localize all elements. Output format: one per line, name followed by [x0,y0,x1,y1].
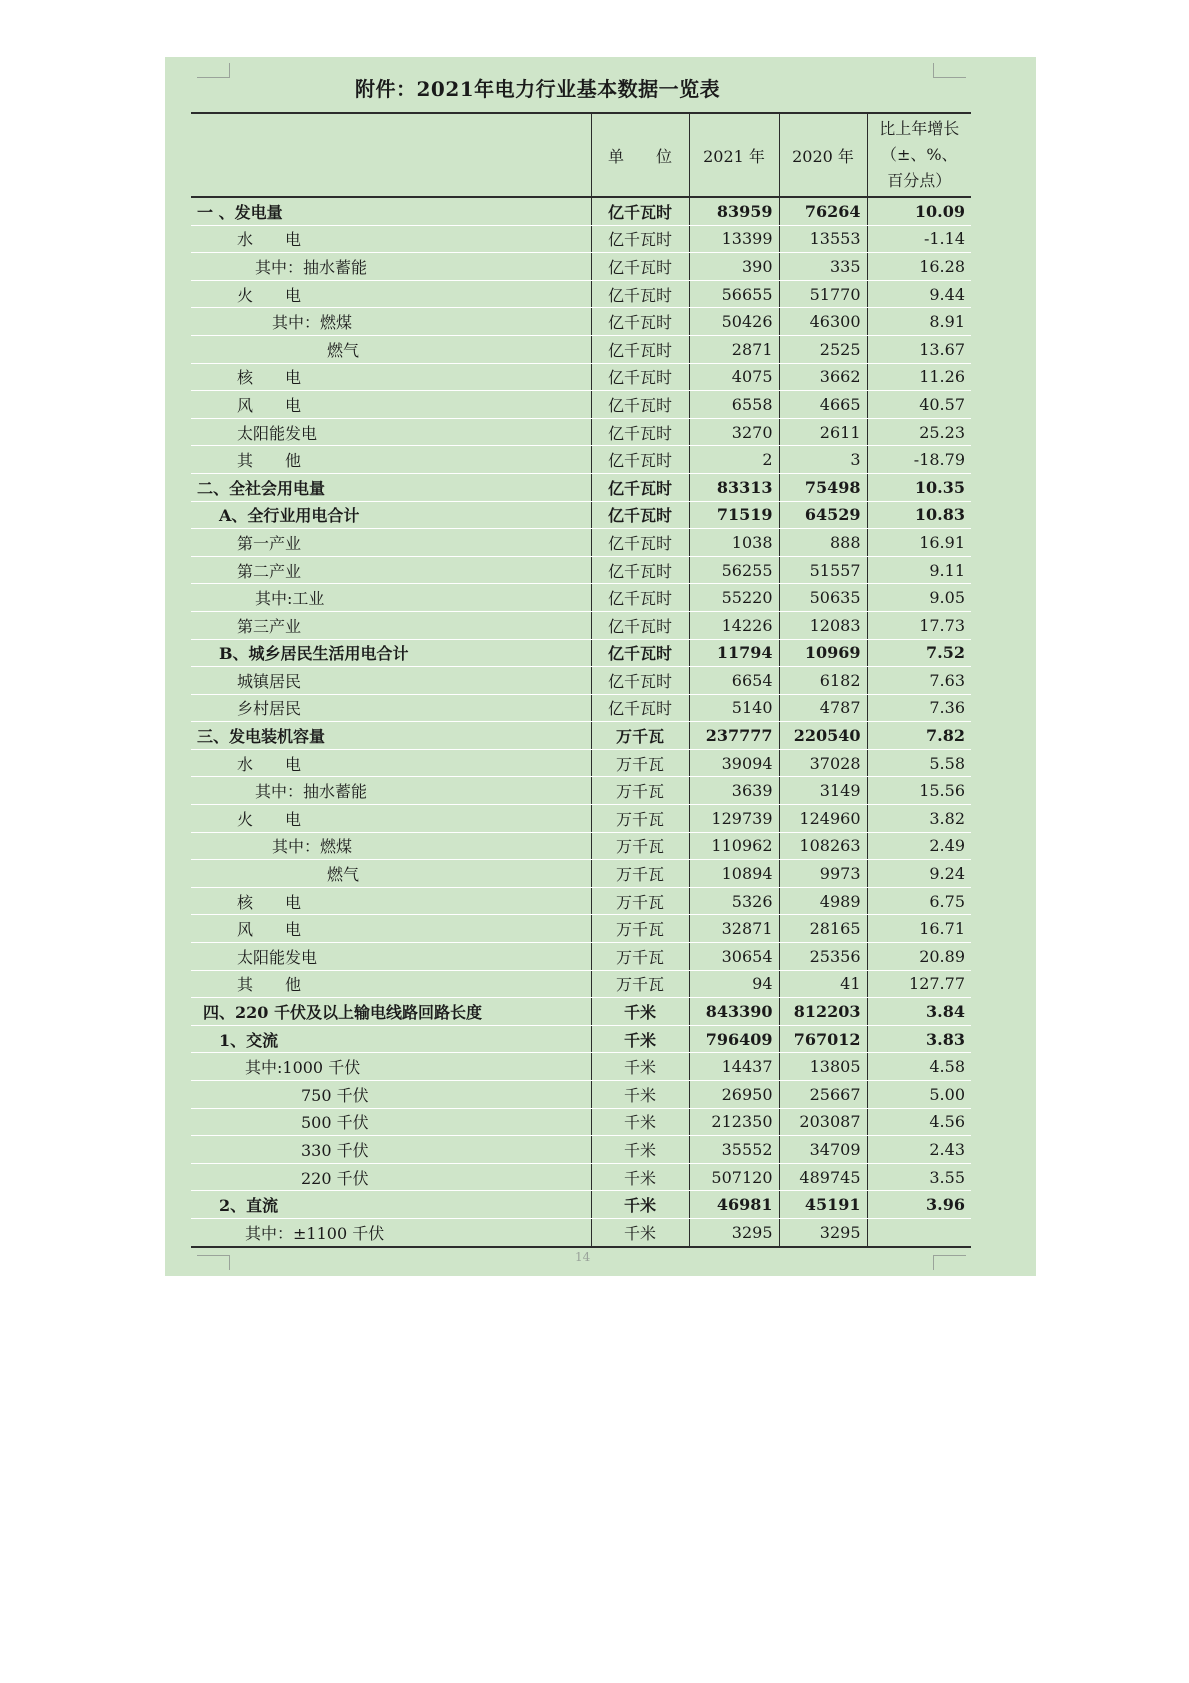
row-label-text: 二、全社会用电量 [197,478,326,498]
row-label [191,639,591,667]
row-value-2020: 2525 [779,335,867,363]
row-growth: 4.58 [867,1053,971,1081]
row-value-2020: 203087 [779,1108,867,1136]
header-growth-line1: 比上年增长 [879,119,960,138]
header-growth-line3: 百分点） [887,171,952,190]
row-label-text: 风 电 [237,920,302,940]
row-value-2020: 489745 [779,1163,867,1191]
row-value-2020: 4989 [779,887,867,915]
row-label-text: 水 电 [237,754,302,774]
table-row [191,1025,971,1053]
row-label-text: 其 他 [237,975,302,995]
row-value-2021: 3295 [689,1218,779,1246]
table-row [191,501,971,529]
crop-mark-bottom-right [933,1255,966,1270]
row-growth: 16.28 [867,253,971,281]
document-page [165,57,1036,1276]
table-row [191,391,971,419]
row-value-2021: 110962 [689,832,779,860]
row-label [191,446,591,474]
row-value-2021: 2871 [689,335,779,363]
row-growth: 16.71 [867,915,971,943]
row-unit: 万千瓦 [591,943,689,971]
row-unit: 万千瓦 [591,970,689,998]
row-label-text: 500 千伏 [301,1113,369,1133]
row-value-2021: 3639 [689,777,779,805]
row-growth: 5.58 [867,749,971,777]
row-label [191,473,591,501]
crop-mark-bottom-left [197,1255,230,1270]
row-label-text: 水 电 [237,230,302,250]
row-label-text: B、城乡居民生活用电合计 [219,644,409,664]
row-value-2021: 55220 [689,584,779,612]
row-label [191,860,591,888]
row-value-2020: 75498 [779,473,867,501]
row-unit: 亿千瓦时 [591,253,689,281]
row-value-2020: 37028 [779,749,867,777]
table-row [191,777,971,805]
row-label-text: 其中：燃煤 [272,313,353,333]
row-growth: 9.24 [867,860,971,888]
row-value-2021: 3270 [689,418,779,446]
row-growth: 9.44 [867,280,971,308]
row-growth: 13.67 [867,335,971,363]
row-unit: 亿千瓦时 [591,363,689,391]
row-label-text: 燃气 [327,340,360,360]
row-value-2020: 888 [779,529,867,557]
row-value-2021: 39094 [689,749,779,777]
row-unit: 万千瓦 [591,860,689,888]
row-value-2021: 5326 [689,887,779,915]
row-growth: 8.91 [867,308,971,336]
row-label-text: 其中：燃煤 [272,837,353,857]
row-label-text: 其中:工业 [255,589,325,609]
row-value-2021: 50426 [689,308,779,336]
row-value-2020: 25356 [779,943,867,971]
row-value-2020: 64529 [779,501,867,529]
row-unit: 万千瓦 [591,722,689,750]
row-label [191,887,591,915]
table-row [191,832,971,860]
table-row [191,667,971,695]
row-label [191,970,591,998]
row-unit: 千米 [591,1191,689,1219]
row-label-text: 太阳能发电 [237,423,318,443]
table-row [191,887,971,915]
row-value-2020: 6182 [779,667,867,695]
table-row [191,943,971,971]
row-value-2021: 83313 [689,473,779,501]
row-value-2021: 2 [689,446,779,474]
row-value-2020: 34709 [779,1136,867,1164]
table-row [191,722,971,750]
table-row [191,197,971,225]
crop-mark-top-left [197,63,230,78]
table-row [191,473,971,501]
row-growth: 3.83 [867,1025,971,1053]
row-label [191,1191,591,1219]
row-label-text: 乡村居民 [237,699,302,719]
row-label [191,1108,591,1136]
row-label-text: 其中：±1100 千伏 [245,1223,385,1243]
row-growth: 2.49 [867,832,971,860]
table-row [191,805,971,833]
row-value-2021: 30654 [689,943,779,971]
row-value-2021: 56655 [689,280,779,308]
row-value-2021: 237777 [689,722,779,750]
row-unit: 亿千瓦时 [591,280,689,308]
row-growth: 9.11 [867,556,971,584]
row-growth: 7.52 [867,639,971,667]
table-row [191,280,971,308]
row-label [191,915,591,943]
row-label [191,584,591,612]
row-value-2021: 14226 [689,611,779,639]
row-growth: 5.00 [867,1081,971,1109]
row-growth: 25.23 [867,418,971,446]
row-unit: 亿千瓦时 [591,639,689,667]
row-unit: 万千瓦 [591,832,689,860]
row-value-2021: 46981 [689,1191,779,1219]
row-value-2021: 6654 [689,667,779,695]
row-label-text: 1、交流 [219,1030,279,1050]
row-value-2021: 507120 [689,1163,779,1191]
row-value-2020: 41 [779,970,867,998]
row-unit: 千米 [591,1025,689,1053]
row-label-text: 火 电 [237,285,302,305]
row-value-2020: 45191 [779,1191,867,1219]
row-value-2020: 13805 [779,1053,867,1081]
row-label-text: 220 千伏 [301,1168,369,1188]
table-row [191,694,971,722]
row-label-text: 其中：抽水蓄能 [255,257,368,277]
row-value-2021: 5140 [689,694,779,722]
row-value-2021: 13399 [689,225,779,253]
row-label-text: 风 电 [237,395,302,415]
row-value-2020: 124960 [779,805,867,833]
row-unit: 亿千瓦时 [591,308,689,336]
table-row [191,1191,971,1219]
row-growth [867,1218,971,1246]
row-unit: 亿千瓦时 [591,225,689,253]
row-label [191,225,591,253]
row-value-2021: 32871 [689,915,779,943]
header-unit: 单 位 [591,113,689,197]
row-growth: 10.35 [867,473,971,501]
row-label-text: 第二产业 [237,561,302,581]
document-title: 附件：2021年电力行业基本数据一览表 [355,77,721,101]
row-label-text: 其 他 [237,451,302,471]
row-label [191,529,591,557]
row-unit: 亿千瓦时 [591,335,689,363]
row-value-2020: 50635 [779,584,867,612]
table-row [191,1053,971,1081]
row-unit: 万千瓦 [591,805,689,833]
row-label [191,197,591,225]
row-value-2020: 13553 [779,225,867,253]
row-label [191,1218,591,1246]
header-2021: 2021 年 [689,113,779,197]
row-unit: 亿千瓦时 [591,446,689,474]
row-growth: 10.09 [867,197,971,225]
row-unit: 千米 [591,1053,689,1081]
row-label [191,556,591,584]
row-label-text: 核 电 [237,892,302,912]
row-unit: 亿千瓦时 [591,667,689,695]
row-value-2021: 843390 [689,998,779,1026]
row-growth: 10.83 [867,501,971,529]
row-value-2020: 51557 [779,556,867,584]
row-value-2020: 108263 [779,832,867,860]
table-row [191,915,971,943]
header-2020: 2020 年 [779,113,867,197]
row-value-2021: 4075 [689,363,779,391]
row-label [191,501,591,529]
page-number: 14 [575,1250,591,1264]
table-row [191,556,971,584]
row-growth: 4.56 [867,1108,971,1136]
row-label [191,722,591,750]
row-growth: 40.57 [867,391,971,419]
row-label [191,805,591,833]
row-growth: 3.96 [867,1191,971,1219]
row-label-text: 其中：抽水蓄能 [255,782,368,802]
row-unit: 亿千瓦时 [591,611,689,639]
row-unit: 亿千瓦时 [591,473,689,501]
row-label-text: 2、直流 [219,1196,279,1216]
row-unit: 千米 [591,1163,689,1191]
row-value-2021: 83959 [689,197,779,225]
row-value-2020: 3 [779,446,867,474]
row-growth: -1.14 [867,225,971,253]
table-row [191,749,971,777]
row-label [191,1025,591,1053]
table-header-row [191,113,971,197]
row-label [191,667,591,695]
row-value-2020: 335 [779,253,867,281]
row-unit: 亿千瓦时 [591,556,689,584]
table-row [191,970,971,998]
row-label-text: 燃气 [327,865,360,885]
row-growth: 16.91 [867,529,971,557]
row-label [191,611,591,639]
header-growth [867,113,971,197]
row-value-2020: 4665 [779,391,867,419]
row-growth: 2.43 [867,1136,971,1164]
row-value-2021: 1038 [689,529,779,557]
table-row [191,418,971,446]
row-growth: 20.89 [867,943,971,971]
row-value-2021: 796409 [689,1025,779,1053]
row-value-2020: 46300 [779,308,867,336]
row-growth: 17.73 [867,611,971,639]
row-growth: 15.56 [867,777,971,805]
row-value-2020: 3662 [779,363,867,391]
row-label-text: A、全行业用电合计 [219,506,360,526]
row-value-2020: 220540 [779,722,867,750]
row-unit: 万千瓦 [591,915,689,943]
row-unit: 万千瓦 [591,887,689,915]
table-row [191,363,971,391]
row-label-text: 四、220 千伏及以上输电线路回路长度 [203,1003,482,1023]
row-label [191,1053,591,1081]
row-value-2020: 28165 [779,915,867,943]
row-value-2021: 10894 [689,860,779,888]
row-unit: 亿千瓦时 [591,694,689,722]
row-label [191,253,591,281]
row-label [191,335,591,363]
row-unit: 千米 [591,998,689,1026]
row-value-2020: 76264 [779,197,867,225]
power-data-table [191,112,971,1248]
table-row [191,335,971,363]
crop-mark-top-right [933,63,966,78]
table-row [191,1081,971,1109]
row-value-2021: 56255 [689,556,779,584]
row-unit: 万千瓦 [591,749,689,777]
row-value-2021: 129739 [689,805,779,833]
table-row [191,611,971,639]
row-label [191,418,591,446]
table-row [191,639,971,667]
row-label [191,749,591,777]
row-value-2020: 812203 [779,998,867,1026]
row-unit: 千米 [591,1108,689,1136]
row-growth: 11.26 [867,363,971,391]
table-row [191,446,971,474]
table-row [191,253,971,281]
table-row [191,225,971,253]
row-value-2021: 94 [689,970,779,998]
header-growth-line2: （±、%、 [880,145,958,164]
row-unit: 亿千瓦时 [591,584,689,612]
row-label [191,777,591,805]
row-value-2020: 10969 [779,639,867,667]
row-label [191,363,591,391]
row-value-2020: 2611 [779,418,867,446]
row-unit: 亿千瓦时 [591,391,689,419]
table-row [191,584,971,612]
row-value-2021: 14437 [689,1053,779,1081]
table-row [191,1108,971,1136]
table-row [191,998,971,1026]
row-label [191,1136,591,1164]
row-growth: 127.77 [867,970,971,998]
header-item [191,113,591,197]
row-label [191,832,591,860]
row-label-text: 第一产业 [237,533,302,553]
table-row [191,860,971,888]
table-row [191,529,971,557]
row-label [191,280,591,308]
row-growth: 9.05 [867,584,971,612]
row-growth: -18.79 [867,446,971,474]
row-value-2021: 6558 [689,391,779,419]
row-unit: 亿千瓦时 [591,529,689,557]
row-unit: 亿千瓦时 [591,418,689,446]
row-value-2020: 3149 [779,777,867,805]
row-label-text: 火 电 [237,809,302,829]
row-value-2020: 9973 [779,860,867,888]
table-row [191,1218,971,1246]
row-label-text: 太阳能发电 [237,947,318,967]
row-label-text: 750 千伏 [301,1085,369,1105]
row-label-text: 一 、发电量 [197,202,283,222]
row-label-text: 330 千伏 [301,1140,369,1160]
row-value-2020: 12083 [779,611,867,639]
table-row [191,308,971,336]
row-unit: 万千瓦 [591,777,689,805]
row-label [191,694,591,722]
row-value-2020: 25667 [779,1081,867,1109]
row-growth: 6.75 [867,887,971,915]
row-label [191,1163,591,1191]
row-label-text: 第三产业 [237,616,302,636]
row-unit: 亿千瓦时 [591,501,689,529]
row-value-2020: 51770 [779,280,867,308]
row-value-2021: 390 [689,253,779,281]
row-growth: 7.36 [867,694,971,722]
row-growth: 3.55 [867,1163,971,1191]
row-label [191,1081,591,1109]
row-unit: 千米 [591,1081,689,1109]
row-growth: 3.84 [867,998,971,1026]
row-value-2021: 35552 [689,1136,779,1164]
row-label [191,998,591,1026]
row-value-2021: 212350 [689,1108,779,1136]
row-value-2020: 767012 [779,1025,867,1053]
row-unit: 千米 [591,1136,689,1164]
row-value-2021: 26950 [689,1081,779,1109]
row-unit: 亿千瓦时 [591,197,689,225]
row-label-text: 核 电 [237,368,302,388]
row-value-2021: 71519 [689,501,779,529]
row-growth: 7.82 [867,722,971,750]
row-value-2020: 4787 [779,694,867,722]
row-value-2020: 3295 [779,1218,867,1246]
row-label [191,391,591,419]
row-label [191,943,591,971]
table-body [191,197,971,1247]
row-label-text: 城镇居民 [237,671,302,691]
row-label-text: 三、发电装机容量 [197,727,326,747]
table-row [191,1136,971,1164]
row-label-text: 其中:1000 千伏 [245,1058,361,1078]
table-row [191,1163,971,1191]
row-value-2021: 11794 [689,639,779,667]
row-label [191,308,591,336]
row-growth: 7.63 [867,667,971,695]
row-growth: 3.82 [867,805,971,833]
row-unit: 千米 [591,1218,689,1246]
